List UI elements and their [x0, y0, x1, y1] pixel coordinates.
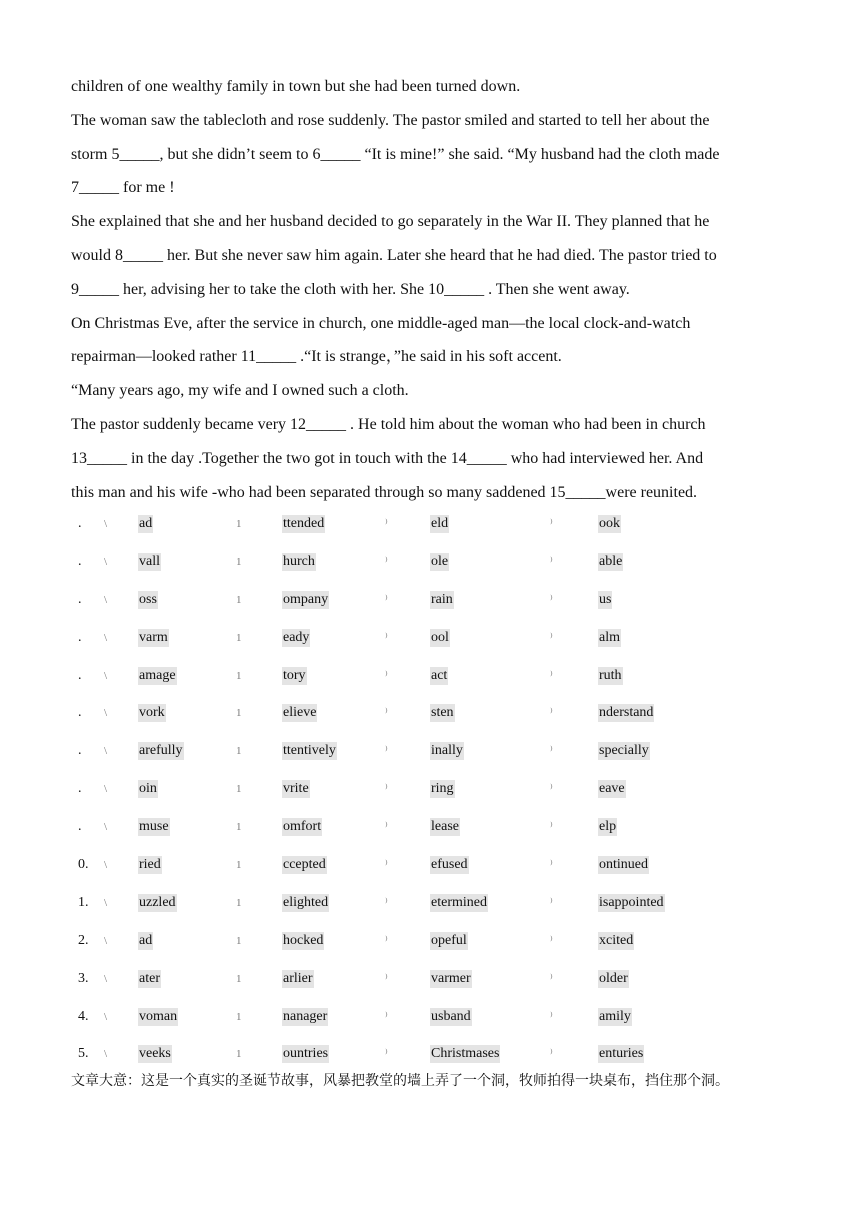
option-c-marker: ⁾: [385, 593, 388, 606]
option-d-marker: ⁾: [550, 934, 553, 947]
passage-line: would 8_____ her. But she never saw him again. Later she heard that he had died. The pastor tried to: [71, 246, 717, 264]
option-d: us: [599, 591, 612, 607]
option-c-marker: ⁾: [385, 934, 388, 947]
option-b: vrite: [283, 781, 309, 797]
option-a-marker: \: [104, 896, 108, 909]
option-a: oin: [139, 781, 157, 797]
passage-line: 9_____ her, advising her to take the cloth with her. She 10_____ . Then she went away.: [71, 280, 630, 298]
question-number: 4.: [78, 1008, 89, 1024]
question-number: .: [78, 781, 82, 797]
option-b-marker: 1: [236, 631, 242, 644]
option-b-marker: 1: [236, 783, 242, 796]
option-a: veeks: [139, 1046, 171, 1062]
option-b: ountries: [283, 1046, 329, 1062]
option-c-marker: ⁾: [385, 896, 388, 909]
option-b-marker: 1: [236, 1010, 242, 1023]
option-row: [0, 546, 860, 584]
option-a-marker: \: [104, 821, 108, 834]
question-number: 5.: [78, 1046, 89, 1062]
option-c-marker: ⁾: [385, 745, 388, 758]
option-a: oss: [139, 591, 157, 607]
passage-line: this man and his wife -who had been separated through so many saddened 15_____were reunited.: [71, 483, 698, 501]
option-b: hocked: [283, 932, 324, 948]
option-row: [0, 735, 860, 773]
passage-line: 7_____ for me !: [71, 179, 175, 197]
option-c: etermined: [431, 894, 487, 910]
option-c: inally: [431, 743, 463, 759]
option-row: [0, 660, 860, 698]
option-a: arefully: [139, 743, 183, 759]
option-b-marker: 1: [236, 669, 242, 682]
option-b-marker: 1: [236, 972, 242, 985]
option-c-marker: ⁾: [385, 518, 388, 530]
option-d: older: [599, 970, 628, 986]
option-d: alm: [599, 629, 620, 645]
passage-line: The pastor suddenly became very 12_____ . He told him about the woman who had been in church: [71, 415, 706, 433]
option-b: ompany: [283, 591, 329, 607]
option-row: [0, 887, 860, 925]
question-number: 1.: [78, 894, 89, 910]
question-number: 2.: [78, 932, 89, 948]
option-c: ring: [431, 781, 454, 797]
option-d: specially: [599, 743, 649, 759]
option-row: [0, 849, 860, 887]
option-c-marker: ⁾: [385, 1048, 388, 1061]
question-number: .: [78, 553, 82, 569]
question-number: .: [78, 743, 82, 759]
option-row: [0, 1001, 860, 1039]
option-d: elp: [599, 819, 617, 835]
option-a: uzzled: [139, 894, 176, 910]
option-b-marker: 1: [236, 745, 242, 758]
option-c: sten: [431, 705, 454, 721]
option-d-marker: ⁾: [550, 518, 553, 530]
option-b: ttended: [283, 516, 325, 531]
option-d-marker: ⁾: [550, 783, 553, 796]
option-d-marker: ⁾: [550, 1010, 553, 1023]
option-a: muse: [139, 819, 169, 835]
option-c-marker: ⁾: [385, 707, 388, 720]
option-b: elieve: [283, 705, 317, 721]
option-b-marker: 1: [236, 859, 242, 872]
option-d: eave: [599, 781, 625, 797]
option-c: efused: [431, 857, 468, 873]
option-d-marker: ⁾: [550, 555, 553, 568]
option-a-marker: \: [104, 1010, 108, 1023]
option-c: opeful: [431, 932, 467, 948]
option-b: ccepted: [283, 857, 326, 873]
option-d: isappointed: [599, 894, 664, 910]
option-c: eld: [431, 516, 449, 531]
option-d-marker: ⁾: [550, 707, 553, 720]
option-a-marker: \: [104, 972, 108, 985]
option-d: ruth: [599, 667, 622, 683]
option-a: ad: [139, 516, 153, 531]
option-b-marker: 1: [236, 896, 242, 909]
option-b: hurch: [283, 553, 315, 569]
option-a-marker: \: [104, 707, 108, 720]
passage-line: 13_____ in the day .Together the two got in touch with the 14_____ who had interviewed her. And: [71, 449, 704, 467]
option-d-marker: ⁾: [550, 896, 553, 909]
passage-line: repairman—looked rather 11_____ .“It is strange，”he said in his soft accent.: [71, 348, 562, 366]
option-d-marker: ⁾: [550, 1048, 553, 1061]
option-c: ool: [431, 629, 449, 645]
question-number: .: [78, 667, 82, 683]
option-a: voman: [139, 1008, 178, 1024]
option-c: varmer: [431, 970, 471, 986]
option-d-marker: ⁾: [550, 745, 553, 758]
option-a: varm: [139, 629, 168, 645]
option-d: xcited: [599, 932, 634, 948]
option-b-marker: 1: [236, 555, 242, 568]
option-b-marker: 1: [236, 1048, 242, 1061]
question-number: .: [78, 819, 82, 835]
option-a-marker: \: [104, 518, 108, 530]
option-b: omfort: [283, 819, 322, 835]
option-d: enturies: [599, 1046, 644, 1062]
option-row: [0, 773, 860, 811]
option-c-marker: ⁾: [385, 783, 388, 796]
passage-summary: 文章大意：这是一个真实的圣诞节故事，风暴把教堂的墙上弄了一个洞，牧师拍得一块桌布，挡住那个洞。: [71, 1073, 729, 1089]
option-a-marker: \: [104, 631, 108, 644]
option-c-marker: ⁾: [385, 631, 388, 644]
option-b: elighted: [283, 894, 329, 910]
option-row: [0, 508, 860, 546]
option-b: eady: [283, 629, 310, 645]
option-a-marker: \: [104, 783, 108, 796]
option-b-marker: 1: [236, 593, 242, 606]
option-c-marker: ⁾: [385, 1010, 388, 1023]
option-b: tory: [283, 667, 306, 683]
option-b-marker: 1: [236, 518, 242, 530]
question-number: .: [78, 629, 82, 645]
question-number: 3.: [78, 970, 89, 986]
option-d: ook: [599, 516, 620, 531]
option-d-marker: ⁾: [550, 669, 553, 682]
option-c: lease: [431, 819, 459, 835]
option-b-marker: 1: [236, 821, 242, 834]
option-a: ried: [139, 857, 161, 873]
passage-line: She explained that she and her husband decided to go separately in the War II. They planned that he: [71, 213, 710, 231]
option-a: amage: [139, 667, 176, 683]
option-b-marker: 1: [236, 934, 242, 947]
option-a-marker: \: [104, 555, 108, 568]
option-c-marker: ⁾: [385, 972, 388, 985]
option-d: able: [599, 553, 623, 569]
option-a-marker: \: [104, 593, 108, 606]
option-c: usband: [431, 1008, 471, 1024]
passage-line: “Many years ago, my wife and I owned such a cloth.: [71, 382, 409, 400]
option-c-marker: ⁾: [385, 821, 388, 834]
option-c: act: [431, 667, 448, 683]
option-c: ole: [431, 553, 449, 569]
passage-line: children of one wealthy family in town but she had been turned down.: [71, 78, 521, 95]
question-number: .: [78, 705, 82, 721]
option-c: Christmases: [431, 1046, 500, 1062]
passage-line: storm 5_____, but she didn’t seem to 6_____ “It is mine!” she said. “My husband had the cloth made: [71, 145, 720, 163]
option-d: ontinued: [599, 857, 648, 873]
passage-line: On Christmas Eve, after the service in church, one middle-aged man—the local clock-and-watch: [71, 314, 691, 332]
option-a: vork: [139, 705, 165, 721]
option-d-marker: ⁾: [550, 972, 553, 985]
passage: [71, 70, 791, 509]
option-b: nanager: [283, 1008, 328, 1024]
passage-line: The woman saw the tablecloth and rose suddenly. The pastor smiled and started to tell her about the: [71, 111, 710, 129]
option-d-marker: ⁾: [550, 593, 553, 606]
option-row: [0, 811, 860, 849]
option-c: rain: [431, 591, 453, 607]
option-a-marker: \: [104, 669, 108, 682]
option-b-marker: 1: [236, 707, 242, 720]
option-b: arlier: [283, 970, 313, 986]
option-a-marker: \: [104, 934, 108, 947]
option-b: ttentively: [283, 743, 336, 759]
option-row: [0, 622, 860, 660]
option-d: nderstand: [599, 705, 654, 721]
option-a-marker: \: [104, 745, 108, 758]
question-number: .: [78, 591, 82, 607]
question-number: .: [78, 516, 82, 531]
option-row: [0, 697, 860, 735]
option-d: amily: [599, 1008, 631, 1024]
option-a: vall: [139, 553, 160, 569]
option-a: ater: [139, 970, 160, 986]
option-a: ad: [139, 932, 153, 948]
option-d-marker: ⁾: [550, 821, 553, 834]
option-d-marker: ⁾: [550, 631, 553, 644]
option-c-marker: ⁾: [385, 859, 388, 872]
option-row: [0, 925, 860, 963]
option-row: [0, 584, 860, 622]
option-d-marker: ⁾: [550, 859, 553, 872]
question-number: 0.: [78, 857, 89, 873]
option-a-marker: \: [104, 859, 108, 872]
answer-options-table: [0, 508, 860, 1076]
option-c-marker: ⁾: [385, 555, 388, 568]
option-row: [0, 963, 860, 1001]
option-c-marker: ⁾: [385, 669, 388, 682]
option-a-marker: \: [104, 1048, 108, 1061]
